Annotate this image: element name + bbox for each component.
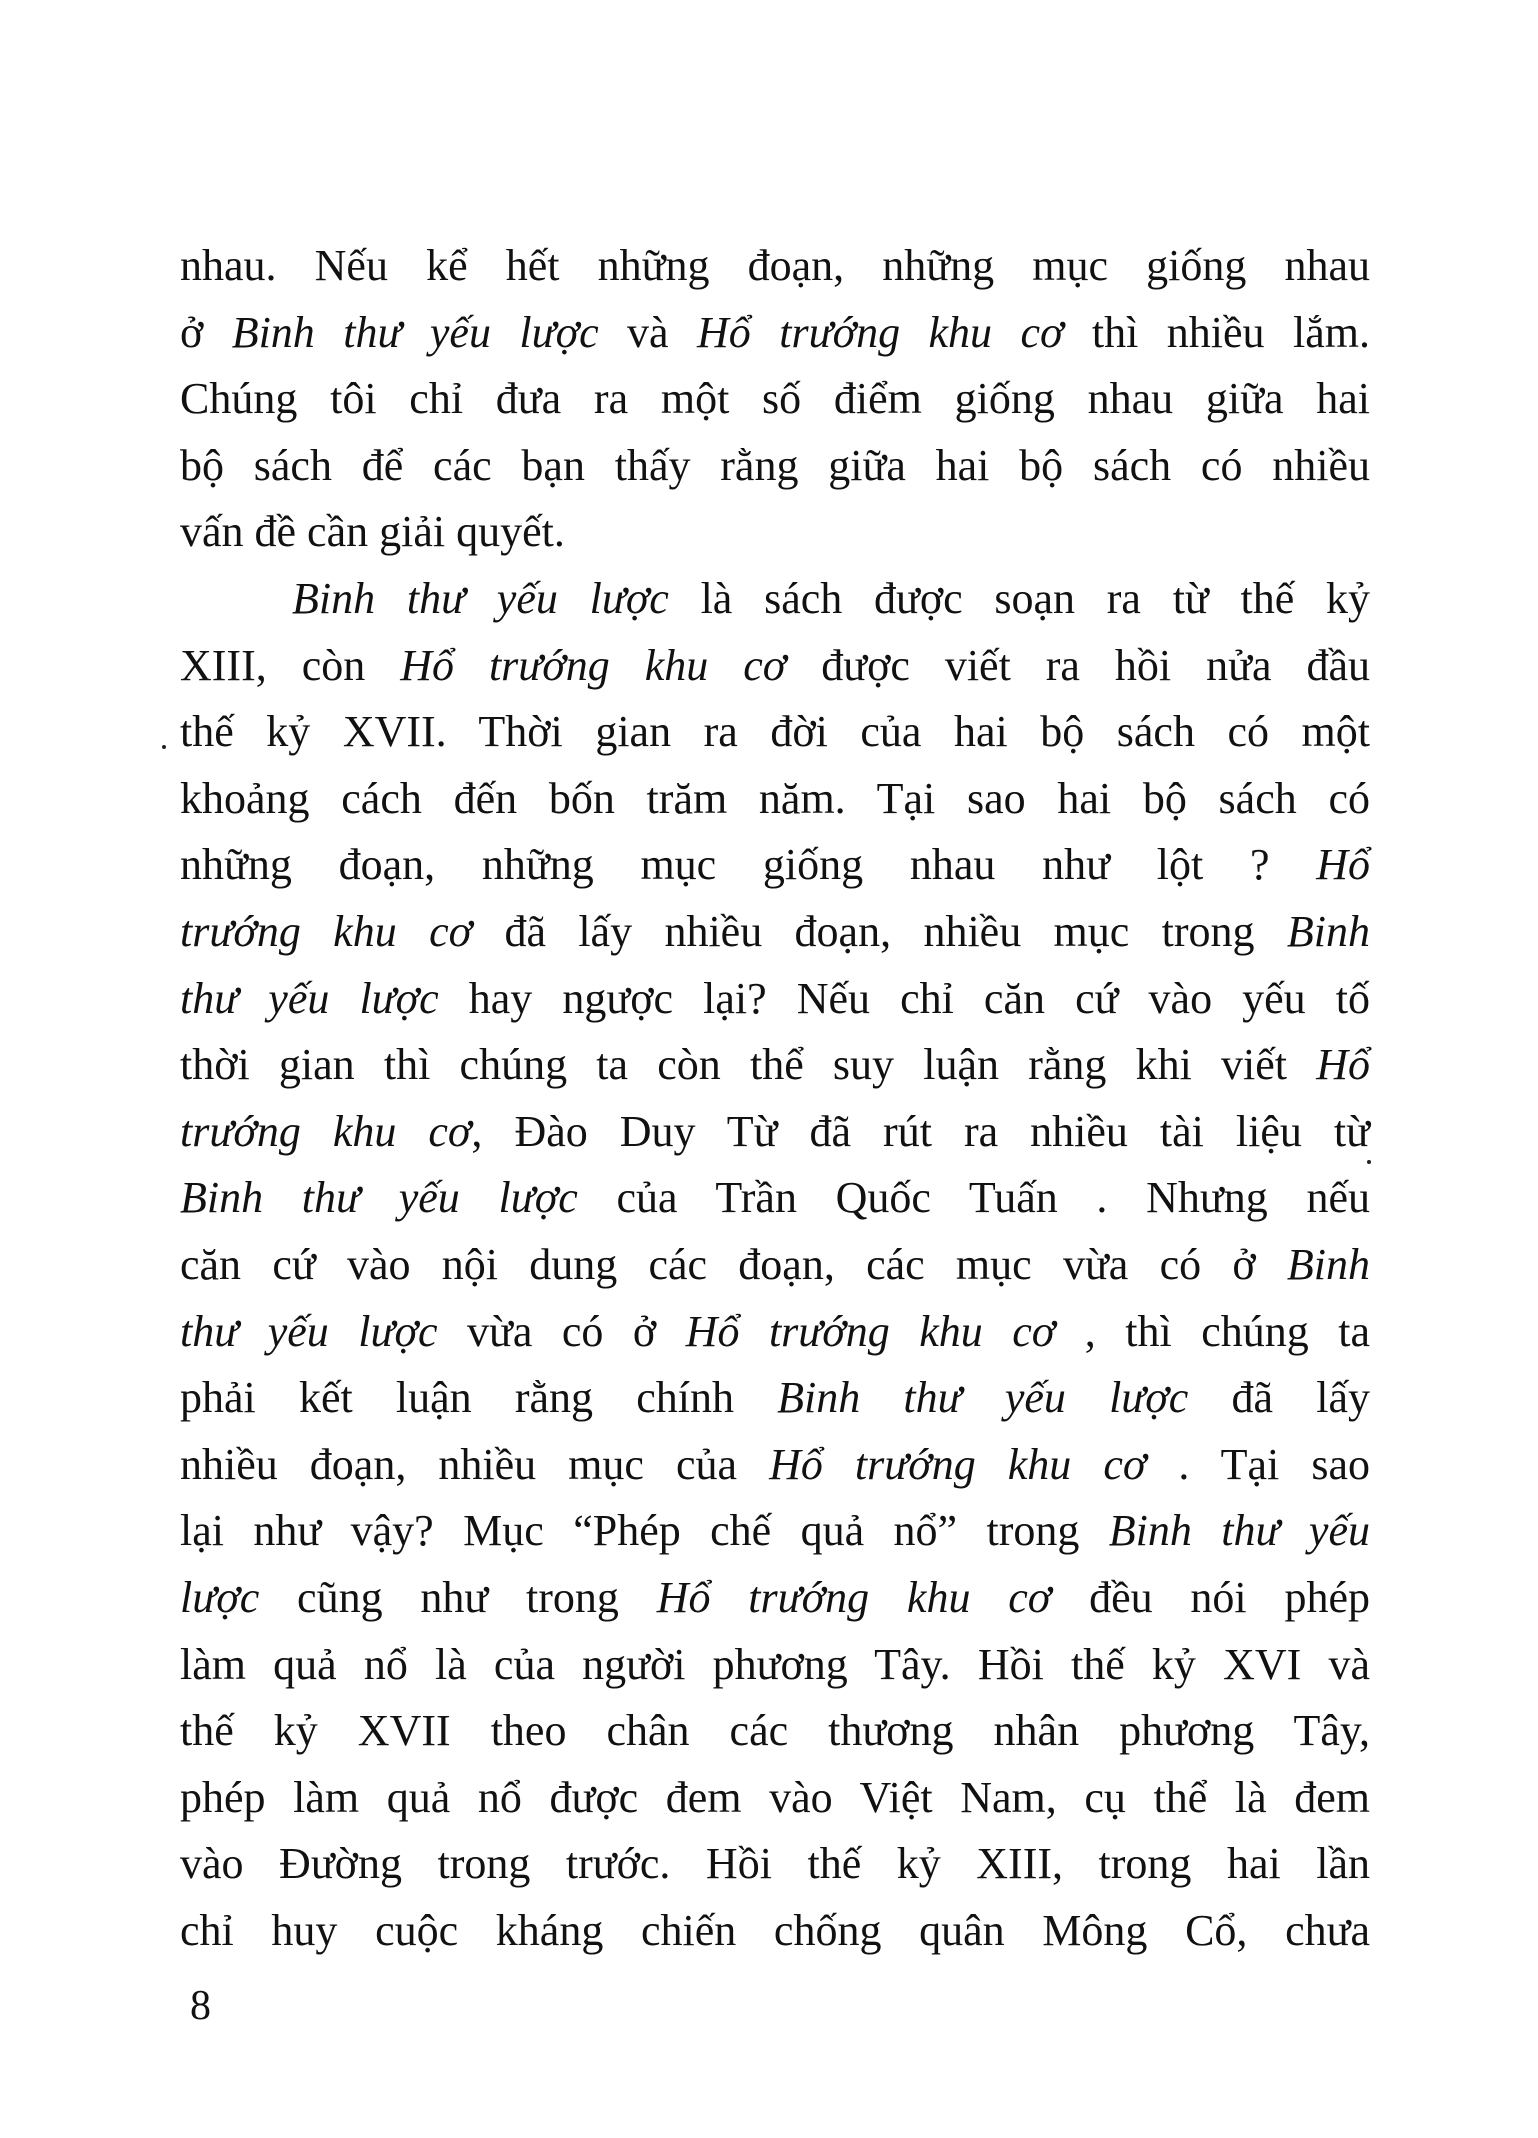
text-run: phép làm quả nổ được đem vào Việt Nam, cụ thể là đem bbox=[180, 1772, 1370, 1822]
text-line bbox=[180, 1830, 1370, 1898]
text-run: đã lấy nhiều đoạn, nhiều mục trong bbox=[472, 907, 1287, 956]
text-run: cũng như trong bbox=[259, 1573, 657, 1622]
italic-book-title: lược bbox=[180, 1573, 260, 1622]
italic-book-title: Hổ bbox=[1316, 840, 1370, 890]
text-line bbox=[180, 1897, 1370, 1965]
text-run: nhiều đoạn, nhiều mục của bbox=[180, 1439, 770, 1489]
text-line bbox=[180, 1031, 1370, 1099]
text-run: hay ngược lại? Nếu chỉ căn cứ vào yếu tố bbox=[438, 973, 1370, 1023]
italic-book-title: Binh thư yếu lược bbox=[292, 574, 669, 623]
text-run: thế kỷ XVII. Thời gian ra đời của hai bộ sách có một bbox=[180, 707, 1370, 757]
text-run: bộ sách để các bạn thấy rằng giữa hai bộ sách có nhiều bbox=[180, 440, 1370, 490]
stray-mark bbox=[1367, 1160, 1371, 1164]
text-line bbox=[180, 1098, 1370, 1166]
text-run: những đoạn, những mục giống nhau như lột ? bbox=[180, 840, 1317, 890]
italic-book-title: Binh bbox=[1286, 907, 1371, 956]
italic-book-title: Hổ trướng khu cơ bbox=[697, 307, 1064, 357]
italic-book-title: thư yếu lược bbox=[180, 1306, 438, 1356]
text-line bbox=[180, 965, 1370, 1033]
text-run: . Tại sao bbox=[1146, 1439, 1370, 1489]
italic-book-title: Hổ trướng khu cơ bbox=[685, 1306, 1056, 1356]
text-line bbox=[180, 632, 1370, 700]
text-run: nhau. Nếu kể hết những đoạn, những mục giống nhau bbox=[180, 241, 1370, 290]
text-run: XIII, còn bbox=[180, 640, 401, 690]
text-line bbox=[180, 1764, 1370, 1832]
text-line bbox=[292, 565, 1370, 633]
text-run: vào Đường trong trước. Hồi thế kỷ XIII, trong hai lần bbox=[180, 1839, 1370, 1889]
text-line bbox=[180, 232, 1370, 300]
text-line bbox=[180, 1431, 1370, 1499]
text-run: vấn đề cần giải quyết. bbox=[180, 507, 565, 557]
text-run: của Trần Quốc Tuấn . Nhưng nếu bbox=[577, 1173, 1371, 1223]
italic-book-title: Binh thư yếu lược bbox=[180, 1173, 578, 1223]
text-run: đã lấy bbox=[1188, 1373, 1370, 1423]
text-run: căn cứ vào nội dung các đoạn, các mục vừa có ở bbox=[180, 1240, 1287, 1289]
text-run: phải kết luận rằng chính bbox=[180, 1373, 778, 1423]
text-run: chỉ huy cuộc kháng chiến chống quân Mông Cổ, chưa bbox=[180, 1906, 1370, 1955]
page-number: 8 bbox=[190, 1983, 211, 2029]
text-line bbox=[180, 898, 1370, 966]
text-line bbox=[180, 1631, 1370, 1699]
text-line bbox=[180, 498, 565, 566]
text-run: vừa có ở bbox=[437, 1306, 686, 1356]
italic-book-title: Hổ trướng khu cơ bbox=[769, 1439, 1147, 1489]
italic-book-title: trướng khu cơ bbox=[180, 1106, 472, 1156]
text-line bbox=[180, 432, 1370, 500]
italic-book-title: Hổ trướng khu cơ bbox=[400, 640, 787, 690]
text-line bbox=[180, 1697, 1370, 1765]
text-line bbox=[180, 1497, 1370, 1565]
italic-book-title: Binh bbox=[1286, 1240, 1370, 1289]
text-line bbox=[180, 1164, 1370, 1232]
italic-book-title: Binh thư yếu lược bbox=[231, 307, 599, 357]
text-line bbox=[180, 365, 1370, 433]
text-run: thế kỷ XVII theo chân các thương nhân phương Tây, bbox=[180, 1706, 1370, 1756]
italic-book-title: thư yếu lược bbox=[180, 973, 439, 1023]
text-line bbox=[180, 698, 1370, 766]
text-run: thời gian thì chúng ta còn thể suy luận rằng khi viết bbox=[180, 1040, 1317, 1090]
text-run: , thì chúng ta bbox=[1055, 1306, 1371, 1356]
text-run: ở bbox=[180, 307, 232, 357]
italic-book-title: Hổ bbox=[1316, 1040, 1370, 1090]
text-line bbox=[180, 765, 1370, 833]
italic-book-title: Binh thư yếu bbox=[1108, 1506, 1370, 1556]
text-run: Chúng tôi chỉ đưa ra một số điểm giống nhau giữa hai bbox=[180, 374, 1370, 424]
stray-mark bbox=[162, 745, 166, 749]
text-run: , Đào Duy Từ đã rút ra nhiều tài liệu từ bbox=[471, 1106, 1370, 1156]
text-run: lại như vậy? Mục “Phép chế quả nổ” trong bbox=[180, 1506, 1109, 1556]
text-run: khoảng cách đến bốn trăm năm. Tại sao hai bộ sách có bbox=[180, 773, 1370, 823]
text-run: được viết ra hồi nửa đầu bbox=[786, 640, 1370, 690]
text-line bbox=[180, 831, 1370, 899]
text-line bbox=[180, 1564, 1370, 1632]
italic-book-title: trướng khu cơ bbox=[180, 907, 473, 956]
text-line bbox=[180, 1298, 1370, 1366]
text-run: làm quả nổ là của người phương Tây. Hồi thế kỷ XVI và bbox=[180, 1639, 1370, 1689]
text-line bbox=[180, 1364, 1370, 1432]
text-run: đều nói phép bbox=[1051, 1573, 1370, 1622]
text-run: và bbox=[598, 307, 698, 357]
text-line bbox=[180, 299, 1370, 367]
text-run: là sách được soạn ra từ thế kỷ bbox=[668, 574, 1370, 623]
text-line bbox=[180, 1231, 1370, 1299]
italic-book-title: Binh thư yếu lược bbox=[777, 1373, 1189, 1423]
italic-book-title: Hổ trướng khu cơ bbox=[656, 1573, 1052, 1622]
text-run: thì nhiều lắm. bbox=[1063, 307, 1370, 357]
